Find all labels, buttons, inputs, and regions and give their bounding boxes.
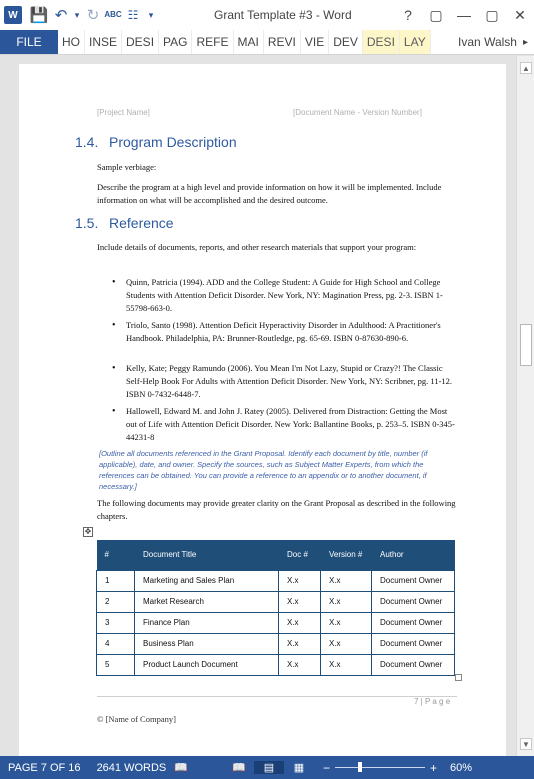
- tab-developer[interactable]: DEV: [329, 30, 363, 54]
- reference-text: Triolo, Santo (1998). Attention Deficit Hyperactivity Disorder in Adulthood: A Practitioner's Handbook. Philadelphia, PA: Brunner-Routledge, pg. 65-69. ISBN 0-87630-890-6.: [126, 320, 441, 343]
- tab-view[interactable]: VIE: [301, 30, 329, 54]
- title-bar: [0, 0, 534, 30]
- scrollbar-thumb[interactable]: [520, 324, 532, 366]
- ribbon-more-icon[interactable]: ▸: [522, 36, 528, 48]
- zoom-slider[interactable]: [335, 767, 425, 768]
- table-header-row: [97, 540, 455, 570]
- word-logo: W: [4, 6, 22, 24]
- undo-icon[interactable]: ↶: [54, 7, 68, 24]
- ribbon-tabs: [0, 30, 534, 55]
- cell-author[interactable]: Document Owner: [372, 612, 455, 633]
- cell-doc[interactable]: X.x: [279, 591, 321, 612]
- tab-mailings[interactable]: MAI: [234, 30, 264, 54]
- cell-doc[interactable]: X.x: [279, 654, 321, 675]
- section-number: 1.5.: [75, 215, 99, 231]
- user-account[interactable]: Ivan Walsh: [458, 35, 517, 49]
- cell-version[interactable]: X.x: [321, 654, 372, 675]
- view-buttons: [224, 761, 314, 774]
- zoom-control: [320, 761, 480, 775]
- header-project-name: [Project Name]: [97, 108, 150, 117]
- tab-table-layout[interactable]: LAY: [400, 30, 431, 54]
- cell-author[interactable]: Document Owner: [372, 570, 455, 591]
- word-count[interactable]: 2641 WORDS: [96, 761, 167, 774]
- spelling-icon[interactable]: ABC: [104, 10, 122, 19]
- format-painter-icon[interactable]: ☷: [127, 8, 139, 22]
- cell-number[interactable]: 4: [97, 633, 135, 654]
- reference-text: Quinn, Patricia (1994). ADD and the College Student: A Guide for High School and College Students with Attention Deficit Disorder. New York, NY: Magination Press, pg. 2-3. ISBN 1-55798-663-0.: [126, 277, 443, 313]
- page-count[interactable]: PAGE 7 OF 16: [8, 761, 81, 774]
- program-description-text: Describe the program at a high level and provide information on how it will be implemented. Include information on what will be accomplished and the desired outcome.: [97, 182, 442, 205]
- ribbon-display-button[interactable]: ▢: [429, 6, 443, 23]
- window-title: Grant Template #3 - Word: [214, 8, 352, 22]
- cell-number[interactable]: 5: [97, 654, 135, 675]
- scroll-down-icon[interactable]: ▼: [520, 738, 532, 750]
- footer-divider: [97, 696, 457, 697]
- cell-version[interactable]: X.x: [321, 633, 372, 654]
- help-button[interactable]: ?: [404, 7, 412, 23]
- table-row: [97, 612, 455, 633]
- tab-design[interactable]: DESI: [122, 30, 159, 54]
- cell-title[interactable]: Marketing and Sales Plan: [135, 570, 279, 591]
- minimize-button[interactable]: —: [457, 7, 471, 23]
- section-heading-reference: [75, 215, 174, 231]
- tab-file[interactable]: FILE: [0, 30, 58, 54]
- tab-table-design[interactable]: DESI: [363, 30, 400, 54]
- col-header-doc: Doc #: [279, 540, 321, 570]
- cell-title[interactable]: Finance Plan: [135, 612, 279, 633]
- tab-references[interactable]: REFE: [192, 30, 233, 54]
- zoom-in-button[interactable]: +: [429, 760, 437, 775]
- section-title: Program Description: [109, 134, 237, 150]
- section-title: Reference: [109, 215, 174, 231]
- status-bar: [0, 756, 534, 779]
- list-item: [112, 362, 457, 401]
- cell-title[interactable]: Product Launch Document: [135, 654, 279, 675]
- window-controls: [394, 0, 534, 30]
- sample-verbiage: Sample verbiage:: [97, 162, 157, 172]
- table-resize-handle[interactable]: [455, 674, 462, 681]
- qat-customize-icon[interactable]: ▾: [148, 9, 154, 20]
- bullet-icon: •: [112, 406, 116, 417]
- word-app-icon[interactable]: [4, 4, 22, 26]
- instruction-note: [Outline all documents referenced in the Grant Proposal. Identify each document by title, number (if applicable), date, and owner. Specify the sources, such as Subject Matter Experts, from which the references can be obtained. You can provide a reference to an appendix or to another document, if necessary.]: [99, 449, 428, 491]
- cell-doc[interactable]: X.x: [279, 612, 321, 633]
- cell-number[interactable]: 3: [97, 612, 135, 633]
- cell-author[interactable]: Document Owner: [372, 591, 455, 612]
- vertical-scrollbar[interactable]: [516, 56, 534, 756]
- tab-insert[interactable]: INSE: [85, 30, 122, 54]
- table-row: [97, 591, 455, 612]
- cell-version[interactable]: X.x: [321, 612, 372, 633]
- col-header-author: Author: [372, 540, 455, 570]
- cell-version[interactable]: X.x: [321, 570, 372, 591]
- tab-home[interactable]: HO: [58, 30, 85, 54]
- web-layout-icon[interactable]: ▦: [293, 762, 305, 774]
- bullet-icon: •: [112, 320, 116, 331]
- scroll-up-icon[interactable]: ▲: [520, 62, 532, 74]
- table-move-handle-icon[interactable]: ✥: [84, 527, 92, 536]
- col-header-version: Version #: [321, 540, 372, 570]
- cell-number[interactable]: 2: [97, 591, 135, 612]
- document-page[interactable]: [19, 64, 506, 756]
- close-button[interactable]: ✕: [514, 6, 526, 23]
- cell-title[interactable]: Market Research: [135, 591, 279, 612]
- cell-title[interactable]: Business Plan: [135, 633, 279, 654]
- list-item: [112, 319, 457, 345]
- bullet-icon: •: [112, 363, 116, 374]
- undo-dropdown-icon[interactable]: ▾: [74, 9, 80, 20]
- reference-intro: Include details of documents, reports, and other research materials that support your program:: [97, 242, 417, 252]
- cell-number[interactable]: 1: [97, 570, 135, 591]
- cell-doc[interactable]: X.x: [279, 570, 321, 591]
- following-documents-text: The following documents may provide greater clarity on the Grant Proposal as described in the following chapters.: [97, 498, 456, 521]
- list-item: [112, 276, 457, 315]
- document-area: [0, 56, 516, 756]
- tab-review[interactable]: REVI: [264, 30, 301, 54]
- save-icon[interactable]: 💾: [29, 7, 49, 24]
- table-row: [97, 570, 455, 591]
- footer-company: © [Name of Company]: [97, 714, 176, 724]
- section-number: 1.4.: [75, 134, 99, 150]
- zoom-out-button[interactable]: −: [322, 760, 330, 775]
- tab-page-layout[interactable]: PAG: [159, 30, 192, 54]
- zoom-slider-knob[interactable]: [358, 762, 362, 772]
- cell-author[interactable]: Document Owner: [372, 633, 455, 654]
- print-layout-icon[interactable]: ▤: [254, 761, 284, 774]
- zoom-level[interactable]: 60%: [450, 761, 473, 774]
- reference-text: Hallowell, Edward M. and John J. Ratey (2005). Delivered from Distraction: Getting the Most out of Life with Attention Deficit Disorder. New York: Ballantine Books, p. 253–5. ISBN 0-345-44231-8: [126, 406, 455, 442]
- cell-doc[interactable]: X.x: [279, 633, 321, 654]
- proofing-icon[interactable]: 📖: [174, 762, 188, 774]
- cell-author[interactable]: Document Owner: [372, 654, 455, 675]
- section-heading-program-description: [75, 134, 237, 150]
- footer-page-number: 7 | P a g e: [414, 697, 451, 706]
- col-header-title: Document Title: [135, 540, 279, 570]
- header-document-name: [Document Name - Version Number]: [293, 108, 422, 117]
- read-mode-icon[interactable]: 📖: [232, 762, 246, 774]
- restore-button[interactable]: ▢: [485, 6, 499, 23]
- redo-icon[interactable]: ↻: [86, 7, 100, 24]
- cell-version[interactable]: X.x: [321, 591, 372, 612]
- reference-text: Kelly, Kate; Peggy Ramundo (2006). You Mean I'm Not Lazy, Stupid or Crazy?! The Classic Self-Help Book For Adults with Attention Deficit Disorder. New York, NY: Scribner, pg. 11-12. ISBN 0-7432-6448-7.: [126, 363, 453, 399]
- documents-table[interactable]: [96, 540, 455, 676]
- col-header-number: #: [97, 540, 135, 570]
- list-item: [112, 405, 457, 444]
- table-row: [97, 633, 455, 654]
- table-row: [97, 654, 455, 675]
- bullet-icon: •: [112, 277, 116, 288]
